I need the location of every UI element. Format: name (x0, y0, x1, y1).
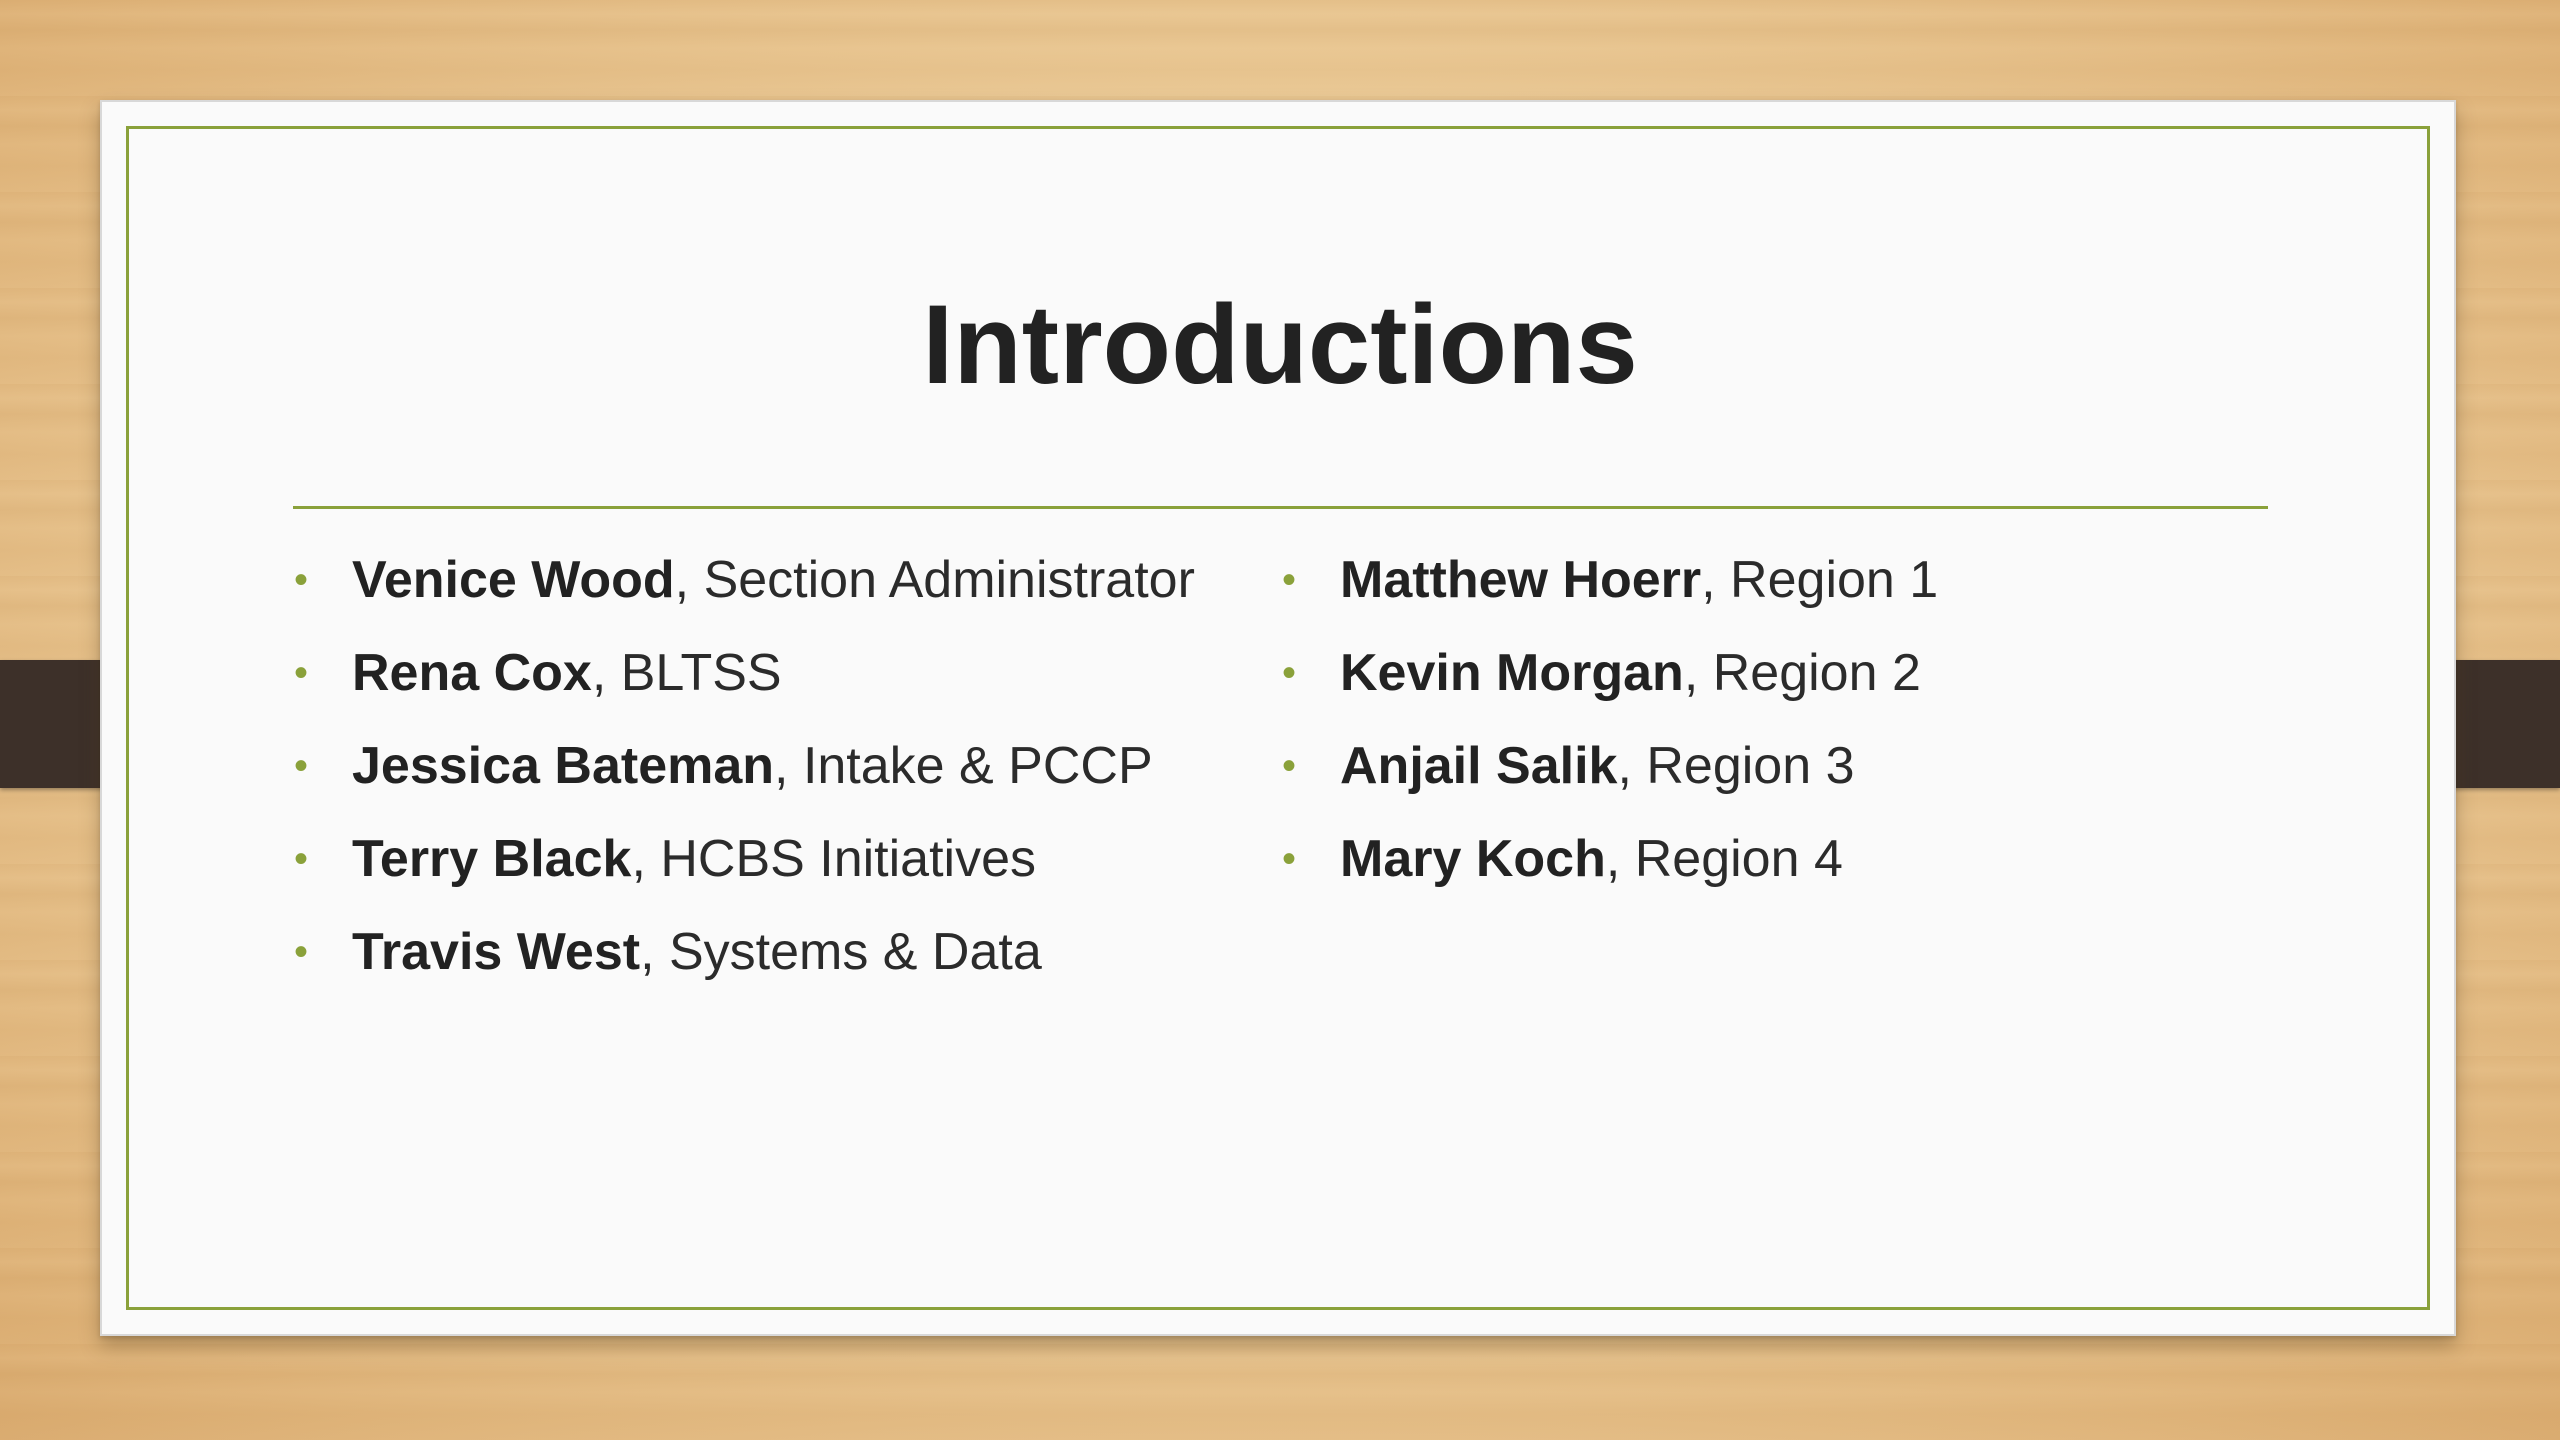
person-role: , Region 2 (1683, 644, 1921, 702)
bullet-dot-icon: • (294, 837, 309, 881)
bullet-dot-icon: • (1282, 558, 1297, 602)
person-name: Matthew Hoerr (1340, 551, 1702, 609)
person-role: , Region 1 (1701, 551, 1939, 609)
person-role: , HCBS Initiatives (631, 830, 1037, 888)
person-name: Kevin Morgan (1340, 644, 1684, 702)
left-bullet-list (290, 548, 1195, 1013)
title-divider (293, 506, 2268, 509)
list-item (290, 827, 1195, 920)
person-role: , BLTSS (591, 644, 782, 702)
list-item (1278, 734, 1938, 827)
list-item (290, 548, 1195, 641)
person-role: , Section Administrator (674, 551, 1195, 609)
person-name: Anjail Salik (1340, 737, 1618, 795)
bullet-dot-icon: • (294, 930, 309, 974)
person-role: , Systems & Data (640, 923, 1042, 981)
person-name: Jessica Bateman (352, 737, 775, 795)
bullet-dot-icon: • (1282, 837, 1297, 881)
person-role: , Region 4 (1605, 830, 1843, 888)
person-name: Travis West (352, 923, 641, 981)
list-item (1278, 548, 1938, 641)
slide-title: Introductions (922, 282, 1638, 407)
list-item (1278, 827, 1938, 920)
bullet-dot-icon: • (294, 744, 309, 788)
list-item (290, 920, 1195, 1013)
bullet-dot-icon: • (1282, 744, 1297, 788)
person-name: Terry Black (352, 830, 632, 888)
person-role: , Region 3 (1617, 737, 1855, 795)
bullet-dot-icon: • (294, 558, 309, 602)
person-name: Venice Wood (352, 551, 675, 609)
person-name: Rena Cox (352, 644, 592, 702)
bullet-dot-icon: • (294, 651, 309, 695)
list-item (290, 641, 1195, 734)
right-bullet-list (1278, 548, 1938, 920)
list-item (1278, 641, 1938, 734)
bullet-dot-icon: • (1282, 651, 1297, 695)
list-item (290, 734, 1195, 827)
person-role: , Intake & PCCP (774, 737, 1153, 795)
person-name: Mary Koch (1340, 830, 1606, 888)
